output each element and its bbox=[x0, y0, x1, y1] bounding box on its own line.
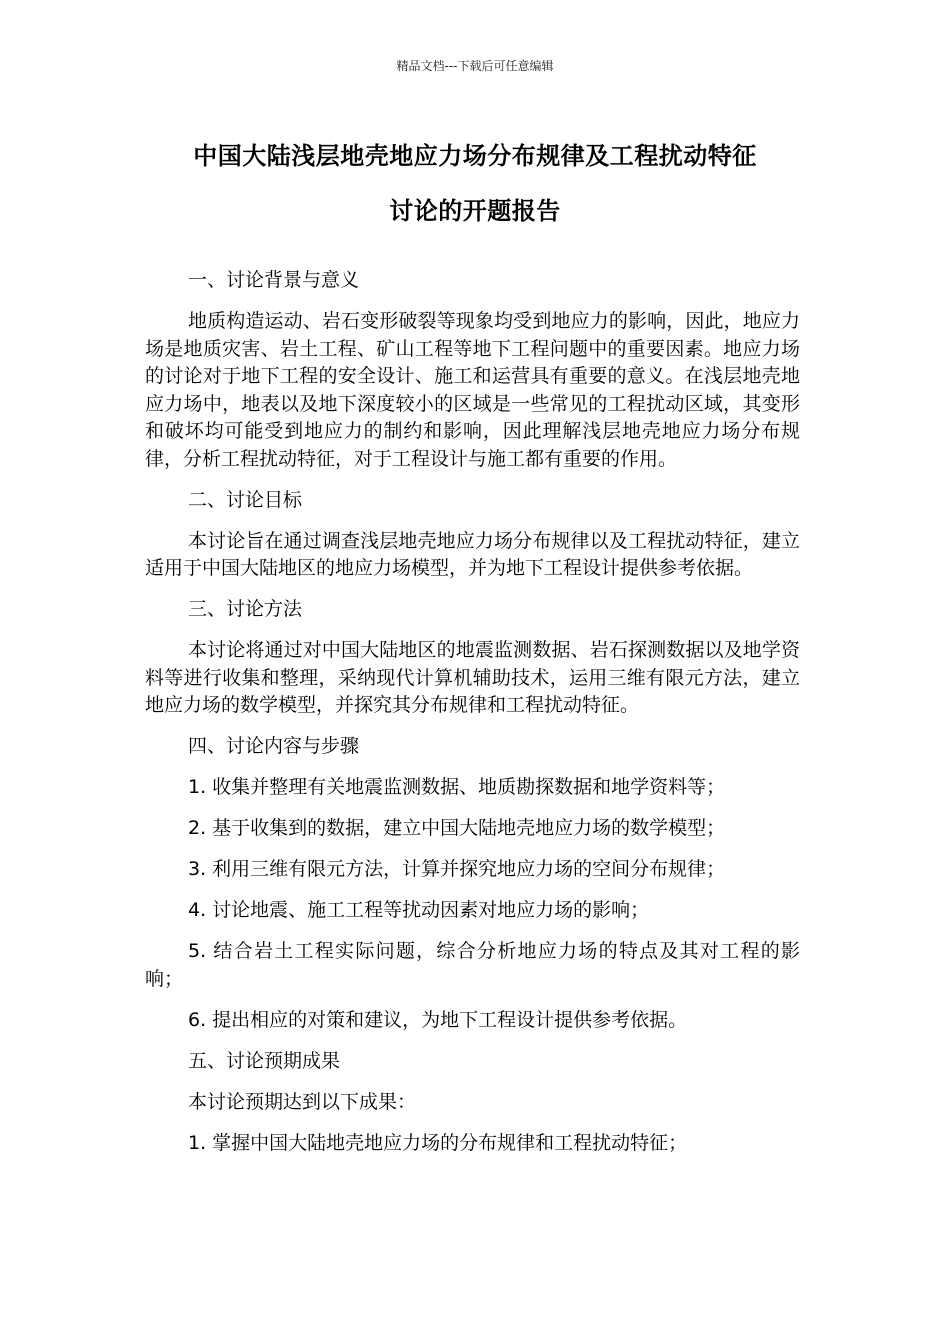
header-note: 精品文档---下载后可任意编辑 bbox=[396, 59, 554, 73]
list-item-step-2: 2. 基于收集到的数据，建立中国大陆地壳地应力场的数学模型； bbox=[188, 817, 726, 839]
document-title-line-2: 讨论的开题报告 bbox=[389, 197, 561, 225]
section-heading-content: 四、讨论内容与步骤 bbox=[188, 735, 360, 757]
section-heading-background: 一、讨论背景与意义 bbox=[188, 269, 360, 291]
paragraph-background: 地质构造运动、岩石变形破裂等现象均受到地应力的影响，因此，地应力场是地质灾害、岩土工程、矿山工程等地下工程问题中的重要因素。地应力场的讨论对于地下工程的安全设计、施工和运营具有重要的意义。在浅层地壳地应力场中，地表以及地下深度较小的区域是一些常见的工程扰动区域，其变形和破坏均可能受到地应力的制约和影响，因此理解浅层地壳地应力场分布规律，分析工程扰动特征，对于工程设计与施工都有重要的作用。 bbox=[145, 310, 800, 470]
section-heading-expected: 五、讨论预期成果 bbox=[188, 1049, 341, 1072]
paragraph-objective: 本讨论旨在通过调查浅层地壳地应力场分布规律以及工程扰动特征，建立适用于中国大陆地区的地应力场模型，并为地下工程设计提供参考依据。 bbox=[145, 529, 800, 579]
list-item-step-6: 6. 提出相应的对策和建议，为地下工程设计提供参考依据。 bbox=[188, 1008, 688, 1031]
document-body bbox=[145, 267, 800, 1171]
document-title-line-1: 中国大陆浅层地壳地应力场分布规律及工程扰动特征 bbox=[193, 142, 757, 170]
paragraph-expected-intro: 本讨论预期达到以下成果： bbox=[188, 1090, 417, 1113]
list-item-step-5: 5. 结合岩土工程实际问题，综合分析地应力场的特点及其对工程的影响； bbox=[145, 940, 800, 990]
list-item-step-4: 4. 讨论地震、施工工程等扰动因素对地应力场的影响； bbox=[188, 899, 650, 921]
section-heading-objective: 二、讨论目标 bbox=[188, 488, 303, 511]
list-item-step-1: 1. 收集并整理有关地震监测数据、地质勘探数据和地学资料等； bbox=[188, 776, 726, 798]
paragraph-method: 本讨论将通过对中国大陆地区的地震监测数据、岩石探测数据以及地学资料等进行收集和整理，采纳现代计算机辅助技术，运用三维有限元方法，建立地应力场的数学模型，并探究其分布规律和工程扰动特征。 bbox=[145, 639, 800, 716]
list-item-step-3: 3. 利用三维有限元方法，计算并探究地应力场的空间分布规律； bbox=[188, 858, 726, 880]
section-heading-method: 三、讨论方法 bbox=[188, 598, 303, 620]
list-item-expected-1: 1. 掌握中国大陆地壳地应力场的分布规律和工程扰动特征； bbox=[188, 1131, 688, 1154]
